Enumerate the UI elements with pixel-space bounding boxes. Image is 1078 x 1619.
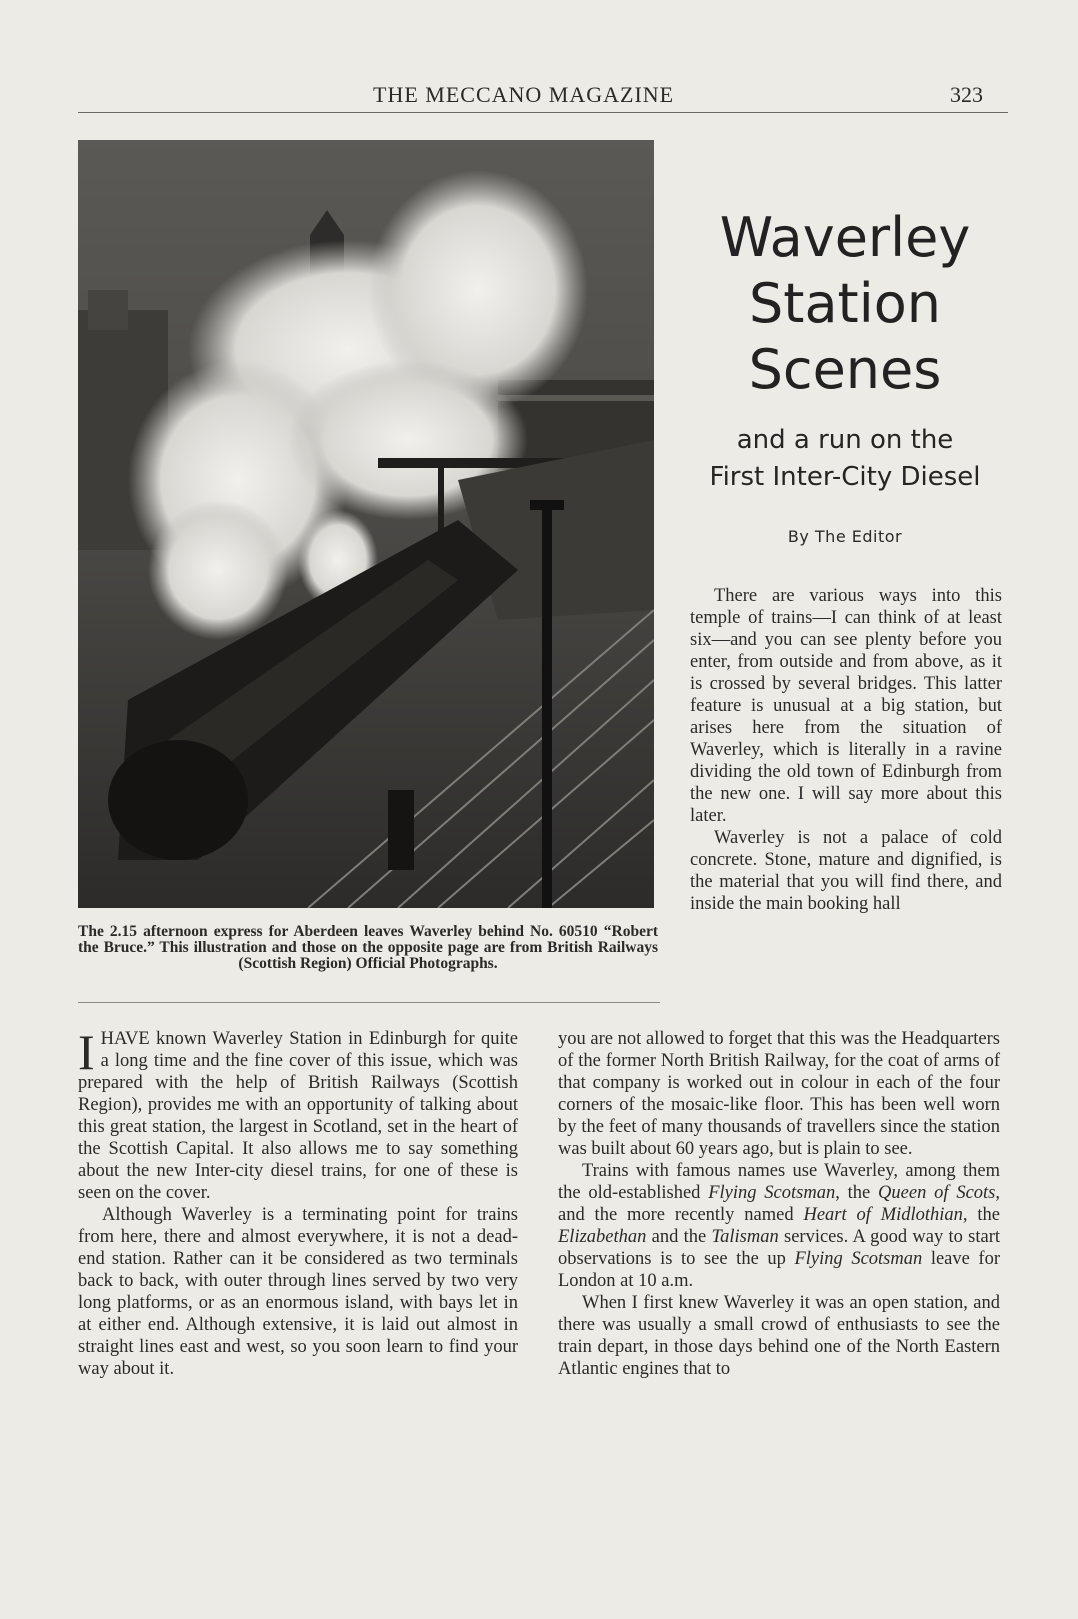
- photo-illustration: [78, 140, 654, 908]
- opening-paragraph: [78, 1024, 518, 1204]
- text-run: , and the more recently named: [558, 1183, 1000, 1225]
- text-run: and the: [646, 1227, 712, 1247]
- title-line-2: Station: [749, 272, 941, 335]
- drop-cap: I: [78, 1024, 95, 1080]
- text-run: leave for London at 10 a.m.: [558, 1249, 1001, 1291]
- paragraph: When I first knew Waverley it was an open station, and there was usually a small crowd of enthusiasts to see the train depart, in those days behind one of the North Eastern Atlantic engines that to: [558, 1293, 1000, 1379]
- byline: By The Editor: [787, 527, 903, 546]
- article-subtitle: [680, 422, 1010, 496]
- train-name: Queen of Scots: [878, 1183, 996, 1203]
- train-name: Flying Scotsman: [794, 1249, 923, 1269]
- paragraph: Waverley is not a palace of cold concrete. Stone, mature and dignified, is the material that you will find there, and inside the main booking hall: [690, 828, 1002, 914]
- locomotive-photo: [78, 140, 654, 908]
- text-run: Trains with famous names use Waverley, among them the old-established: [558, 1161, 1000, 1203]
- subtitle-line-2: First Inter-City Diesel: [709, 462, 981, 492]
- paragraph: There are various ways into this temple of trains—I can think of at least six—and you can see plenty before you enter, from outside and from above, as it is crossed by several bridges. This latter feature is unusual at a big station, but arises here from the situation of Waverley, which is literally in a ravine dividing the old town of Edinburgh from the new one. I will say more about this later.: [690, 586, 1002, 826]
- title-line-1: Waverley: [719, 206, 971, 269]
- paragraph: Although Waverley is a terminating point for trains from here, there and almost everywhere, it is not a dead-end station. Rather can it be considered as two terminals back to back, with outer through lines served by two very long platforms, or as an enormous island, with bays let in at either end. Although extensive, it is laid out almost in straight lines east and west, so you soon learn to find your way about it.: [78, 1205, 518, 1379]
- article-title: [680, 205, 1010, 403]
- caption-divider: [78, 1002, 660, 1003]
- train-name: Flying Scotsman: [708, 1183, 836, 1203]
- text-run: services. A good way to start observations is to see the up: [558, 1227, 1001, 1269]
- train-name: Heart of Midlothian: [803, 1205, 963, 1225]
- text-run: , the: [962, 1205, 1000, 1225]
- paragraph-text: HAVE known Waverley Station in Edinburgh for quite a long time and the fine cover of this issue, which was prepared with the help of British Railways (Scottish Region), provides me with an opportunity of talking about this great station, the largest in Scotland, set in the heart of the Scottish Capital. It also allows me to say something about the new Inter-city diesel trains, for one of these is seen on the cover.: [78, 1029, 518, 1203]
- paragraph-train-names: [558, 1160, 1000, 1292]
- left-column: [78, 1024, 518, 1380]
- train-name: Elizabethan: [558, 1227, 647, 1247]
- title-line-3: Scenes: [748, 338, 942, 401]
- right-column-top: [690, 585, 1002, 915]
- subtitle-line-1: and a run on the: [736, 425, 954, 455]
- page-number: 323: [950, 82, 983, 107]
- text-run: , the: [835, 1183, 879, 1203]
- paragraph: you are not allowed to forget that this was the Headquarters of the former North British Railway, for the coat of arms of that company is worked out in colour in each of the four corners of the mosaic-like floor. This has been well worn by the feet of many thousands of travellers since the station was built about 60 years ago, but is plain to see.: [558, 1029, 1000, 1159]
- photo-caption: The 2.15 afternoon express for Aberdeen leaves Waverley behind No. 60510 “Robert the Bruce.” This illustration and those on the opposite page are from British Railways (Scottish Region) Official Photographs.: [78, 923, 658, 972]
- magazine-title: THE MECCANO MAGAZINE: [373, 82, 675, 107]
- train-name: Talisman: [711, 1227, 779, 1247]
- running-head: [78, 82, 1008, 113]
- right-column-bottom: [558, 1028, 1000, 1380]
